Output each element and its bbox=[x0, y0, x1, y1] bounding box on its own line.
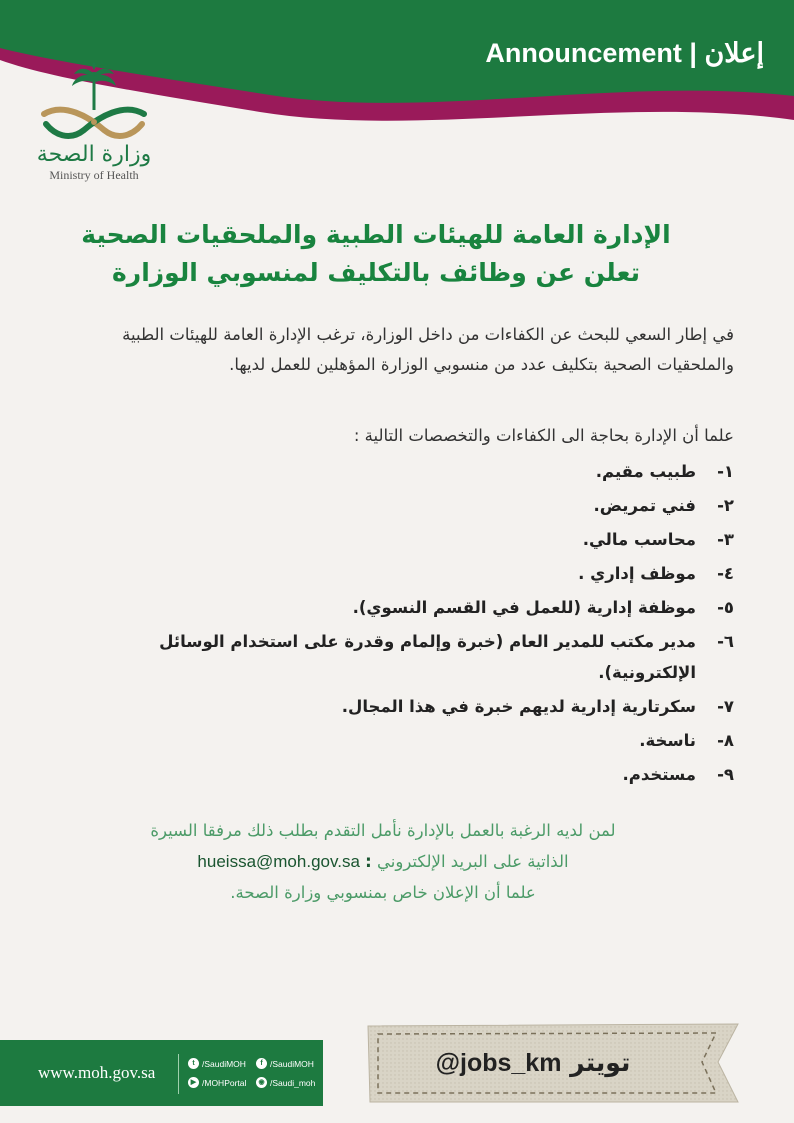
footer-bar bbox=[0, 1040, 323, 1106]
social-instagram[interactable]: ◉ /Saudi_moh bbox=[256, 1077, 315, 1088]
list-item: ٨- ناسخة. bbox=[639, 731, 734, 750]
twitter-handle-label[interactable] bbox=[366, 1048, 700, 1078]
twitter-icon: t bbox=[188, 1058, 199, 1069]
contact-email-prefix: الذاتية على البريد الإلكتروني bbox=[377, 852, 569, 871]
list-item: ٢- فني تمريض. bbox=[593, 496, 734, 515]
headline bbox=[40, 216, 712, 292]
list-item: ١- طبيب مقيم. bbox=[595, 462, 734, 481]
requirements-note: علما أن الإدارة بحاجة الى الكفاءات والتخصصات التالية : bbox=[353, 426, 734, 445]
contact-line-1: لمن لديه الرغبة بالعمل بالإدارة نأمل التقدم بطلب ذلك مرفقا السيرة bbox=[150, 821, 616, 840]
list-item: ٤- موظف إداري . bbox=[578, 564, 734, 583]
contact-line-2 bbox=[60, 846, 706, 877]
contact-info bbox=[60, 815, 706, 908]
twitter-handle: @jobs_km bbox=[435, 1049, 562, 1077]
list-item: ٩- مستخدم. bbox=[622, 765, 734, 784]
contact-email-link[interactable]: hueissa@moh.gov.sa bbox=[197, 852, 360, 871]
social-facebook[interactable]: f /SaudiMOH bbox=[256, 1058, 314, 1069]
footer-divider bbox=[178, 1054, 179, 1094]
ministry-name-english: Ministry of Health bbox=[49, 168, 139, 182]
social-youtube[interactable]: ▶ /MOHPortal bbox=[188, 1077, 246, 1088]
list-item: ٥- موظفة إدارية (للعمل في القسم النسوي). bbox=[352, 598, 734, 617]
positions-list bbox=[100, 456, 734, 793]
twitter-label: تويتر bbox=[570, 1048, 631, 1077]
facebook-icon: f bbox=[256, 1058, 267, 1069]
list-item: ٣- محاسب مالي. bbox=[582, 530, 734, 549]
announcement-title: Announcement | إعلان bbox=[485, 38, 764, 68]
contact-colon: : bbox=[365, 852, 372, 871]
contact-line-3: علما أن الإعلان خاص بمنسوبي وزارة الصحة. bbox=[230, 883, 536, 902]
list-item: ٧- سكرتارية إدارية لديهم خبرة في هذا المجال. bbox=[341, 697, 734, 716]
website-link[interactable]: www.moh.gov.sa bbox=[38, 1063, 156, 1082]
list-item: ٦- مدير مكتب للمدير العام (خبرة وإلمام وقدرة على استخدام الوسائل الإلكترونية). bbox=[159, 632, 734, 682]
youtube-icon: ▶ bbox=[188, 1077, 199, 1088]
intro-paragraph: في إطار السعي للبحث عن الكفاءات من داخل الوزارة، ترغب الإدارة العامة للهيئات الطبية والملحقيات الصحية بتكليف عدد من منسوبي الوزارة المؤهلين للعمل لديها. bbox=[122, 325, 734, 374]
instagram-icon: ◉ bbox=[256, 1077, 267, 1088]
social-twitter[interactable]: t /SaudiMOH bbox=[188, 1058, 246, 1069]
headline-line-1: الإدارة العامة للهيئات الطبية والملحقيات الصحية bbox=[81, 220, 671, 249]
ministry-name-arabic: وزارة الصحة bbox=[36, 142, 152, 167]
headline-line-2: تعلن عن وظائف بالتكليف لمنسوبي الوزارة bbox=[112, 258, 640, 287]
